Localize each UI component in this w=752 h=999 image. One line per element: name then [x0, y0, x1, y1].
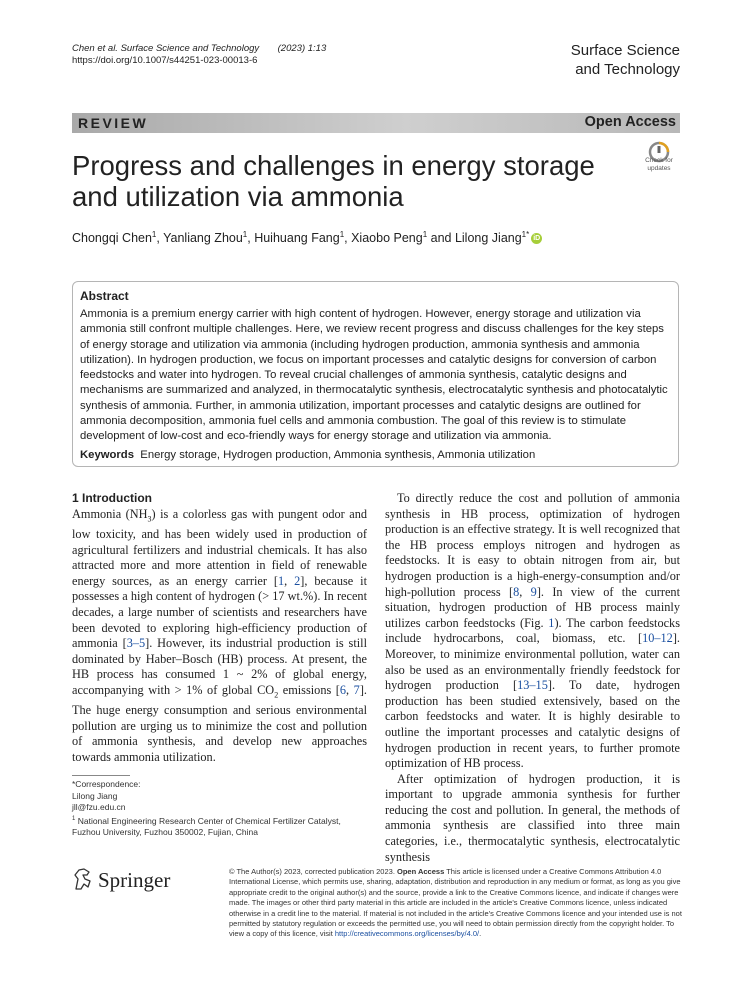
- author-affiliation: 1: [242, 230, 248, 239]
- text-run: emissions [: [278, 682, 340, 697]
- abstract-heading: Abstract: [80, 289, 129, 303]
- text-run: ]. To date, hydrogen production has been studied extensively, based on the carbon feedstocks and water. It is highly desirable to outline the important processes and catalytic designs of hydrogen production in recent years, to further promote optimization of HB process.: [385, 678, 680, 771]
- figure-link[interactable]: 1: [548, 615, 555, 630]
- publisher-name: Springer: [98, 868, 171, 892]
- citation-link[interactable]: 6: [339, 682, 347, 697]
- open-access-label: Open Access: [584, 114, 676, 130]
- keywords-label: Keywords: [80, 449, 134, 461]
- author-affiliation: 1: [339, 230, 345, 239]
- badge-line-2: updates: [647, 164, 671, 172]
- check-for-updates-label[interactable]: [638, 157, 680, 172]
- subscript: 2: [274, 690, 279, 700]
- citation-line: [72, 43, 326, 55]
- affiliation: [72, 814, 372, 827]
- citation-link[interactable]: 2: [294, 573, 301, 588]
- footnote-divider: [72, 775, 130, 776]
- column-left-text: Ammonia $(NH_3)$ is a colorless gas with pungent odor and low toxicity, and has been widely used in production of agricultural fertilizers and industrial chemicals. It has also attracted more and more attention in field of renewable energy sources, as an energy carrier [1, 2], because it possesses a high content of hydrogen (> 17 wt.%). In recent decades, a large number of scientists and researchers have been devoted to exploring high-efficiency production of ammonia [3–5]. However, its industrial production is still dominated by Haber–Bosch (HB) process. At present, the HB process has consumed 1 ~ 2% of global energy, accompanying with > 1% of global $CO_2$ emissions [6, 7]. The huge energy consumption and serious environmental pollution are urging us to minimize the cost and pollution of ammonia synthesis, and develop new approaches towards ammonia utilization.: [72, 507, 367, 764]
- author-name[interactable]: Xiaobo Peng: [351, 231, 423, 246]
- article-type: REVIEW: [78, 115, 149, 131]
- citation-link[interactable]: 1: [277, 573, 285, 588]
- paragraph: After optimization of hydrogen production, it is important to upgrade ammonia synthesis for further reducing the cost and pollution. In general, the methods of ammonia synthesis are classified into three main categories, i.e., thermocatalytic synthesis, electrocatalytic synthesis: [385, 771, 680, 864]
- paragraph: To directly reduce the cost and pollution of ammonia synthesis in HB process, optimization of hydrogen production is an effective strategy. It is well recognized that the HB process employs nitrogen and hydrogen as feedstocks. It is easy to obtain nitrogen from air, but hydrogen production is a high-energy-consumption and/or high-pollution process [8, 9]. In view of the current situation, hydrogen production of HB process mainly utilizes carbon feedstocks (Fig. 1). The carbon feedstocks include hydrocarbons, coal, biomass, etc. [10–12]. Moreover, to minimize environmental pollution, water can also be used as an environmentally friendly feedstock for hydrogen production [13–15]. To date, hydrogen production has been studied extensively, based on the carbon feedstocks and water. It is highly desirable to outline the important processes and catalytic designs of hydrogen production in recent years, to further promote optimization of HB process.: [385, 491, 680, 771]
- column-right-text: [385, 491, 680, 865]
- badge-line-1: Check for: [645, 157, 673, 164]
- springer-horse-icon: [72, 867, 94, 891]
- affiliation-line-2: Fuzhou University, Fuzhou 350002, Fujian, China: [72, 826, 258, 837]
- citation-link[interactable]: 9: [530, 584, 537, 599]
- author-list: Chongqi Chen$^1$, Yanliang Zhou$^1$, Huihuang Fang$^1$, Xiaobo Peng$^1$ and Lilong Jiang$^{1*}$ iD: [72, 230, 541, 246]
- subscript: 3: [147, 514, 152, 524]
- text-run: ]. Moreover, to minimize environmental pollution, water can also be used as an environmentally friendly feedstock for hydrogen production [: [385, 631, 680, 693]
- citation-link[interactable]: 3–5: [126, 636, 146, 651]
- section-heading: 1 Introduction: [72, 491, 152, 505]
- author-name[interactable]: Chongqi Chen: [72, 231, 152, 246]
- text-run: ). The carbon feedstocks include hydrocarbons, coal, biomass, etc. [: [385, 615, 680, 646]
- correspondence-name: Lilong Jiang: [72, 790, 118, 801]
- correspondence-footnote: [72, 779, 372, 838]
- correspondence-email[interactable]: jll@fzu.edu.cn: [72, 802, 126, 812]
- license-text: [229, 867, 683, 940]
- doi-link[interactable]: https://doi.org/10.1007/s44251-023-00013-6: [72, 55, 258, 66]
- citation-authors: Chen et al.: [72, 43, 118, 54]
- license-link[interactable]: http://creativecommons.org/licenses/by/4.0/: [334, 929, 480, 939]
- affiliation-line-1: National Engineering Research Center of Chemical Fertilizer Catalyst,: [77, 815, 341, 826]
- orcid-icon[interactable]: iD: [533, 235, 541, 243]
- article-title: Progress and challenges in energy storage and utilization via ammonia: [72, 150, 595, 212]
- keywords-list: Energy storage, Hydrogen production, Ammonia synthesis, Ammonia utilization: [140, 449, 536, 461]
- citation-link[interactable]: 7: [353, 682, 360, 697]
- correspondence-label: *Correspondence:: [72, 779, 141, 789]
- license-suffix: .: [479, 929, 482, 939]
- author-affiliation: 1: [422, 230, 428, 239]
- author-name[interactable]: Huihuang Fang: [254, 231, 340, 246]
- article-type-banner: [72, 113, 680, 133]
- author-name[interactable]: Yanliang Zhou: [163, 231, 243, 246]
- author-affiliation: 1: [151, 230, 157, 239]
- citation-link[interactable]: 8: [513, 584, 520, 599]
- citation-link[interactable]: 13–15: [517, 678, 548, 693]
- journal-line-2: and Technology: [575, 61, 680, 78]
- text-run: ], because it possesses a high content of hydrogen (> 17 wt.%). In recent decades, a large number of scientists and researchers have been devoted to exploring high-efficiency production of ammonia [: [72, 573, 367, 651]
- text-run: ) is a colorless gas with pungent odor and low toxicity, and has been widely used in production of agricultural fertilizers and industrial chemicals. It has also attracted more and more attention in field of renewable energy sources, as an energy carrier [: [72, 507, 367, 588]
- text-run: ]. In view of the current situation, hydrogen production of HB process mainly utilizes carbon feedstocks (Fig.: [385, 584, 680, 630]
- keywords-line: [80, 448, 672, 462]
- text-run: Ammonia (NH: [72, 507, 148, 521]
- citation-journal: Surface Science and Technology: [120, 43, 260, 54]
- citation-link[interactable]: 10–12: [642, 631, 673, 646]
- author-affiliation: 1*: [521, 230, 530, 239]
- citation-issue: (2023) 1:13: [277, 43, 327, 54]
- author-name[interactable]: Lilong Jiang: [454, 231, 522, 246]
- license-body: This article is licensed under a Creative Commons Attribution 4.0 International License, which permits use, sharing, adaptation, distribution and reproduction in any medium or format, as long as you give appropriate credit to the original author(s) and the source, provide a link to the Creative Commons licence, and indicate if changes were made. The images or other third party material in this article are included in the article's Creative Commons licence, unless indicated otherwise in a credit line to the material. If material is not included in the article's Creative Commons licence and your intended use is not permitted by statutory regulation or exceeds the permitted use, you will need to obtain permission directly from the copyright holder. To view a copy of this licence, visit: [229, 867, 682, 939]
- text-run: ]. However, its industrial production is still dominated by Haber–Bosch (HB) process. At present, the HB process has consumed 1 ~ 2% of global energy, accompanying with > 1% of global CO: [72, 636, 367, 697]
- journal-name: [571, 41, 680, 79]
- abstract-text: Ammonia is a premium energy carrier with high content of hydrogen. However, energy storage and utilization via ammonia still confront multiple challenges. Here, we review recent progress and discuss challenges for the key steps of energy storage and utilization via ammonia (including hydrogen production, ammonia synthesis and ammonia utilization). In hydrogen production, we focus on important processes and catalytic designs for conversion of carbon feedstocks and water into hydrogen. To reveal crucial challenges of ammonia synthesis, catalytic designs and mechanisms are summarized and analyzed, in thermocatalytic synthesis, electrocatalytic synthesis and photocatalytic synthesis of ammonia. Further, in ammonia utilization, important processes and catalytic designs are outlined for ammonia decomposition, ammonia fuel cells and ammonia combustion. The goal of this review is to stimulate development of low-cost and eco-friendly ways for energy storage and utilization via ammonia.: [80, 308, 668, 443]
- license-open-access: Open Access: [397, 867, 445, 876]
- text-run: ]. The huge energy consumption and serious environmental pollution are urging us to minimize the cost and pollution of ammonia synthesis, and develop new approaches towards ammonia utilization.: [72, 682, 367, 764]
- journal-line-1: Surface Science: [570, 42, 680, 59]
- license-prefix: © The Author(s) 2023, corrected publication 2023.: [229, 867, 395, 876]
- affiliation-number: 1: [72, 815, 76, 822]
- text-run: To directly reduce the cost and pollution of ammonia synthesis in HB process, optimization of hydrogen production is an effective strategy. It is well recognized that the HB process employs nitrogen and hydrogen as feedstocks. It is easy to obtain nitrogen from air, but hydrogen production is a high-energy-consumption and/or high-pollution process [: [385, 491, 680, 599]
